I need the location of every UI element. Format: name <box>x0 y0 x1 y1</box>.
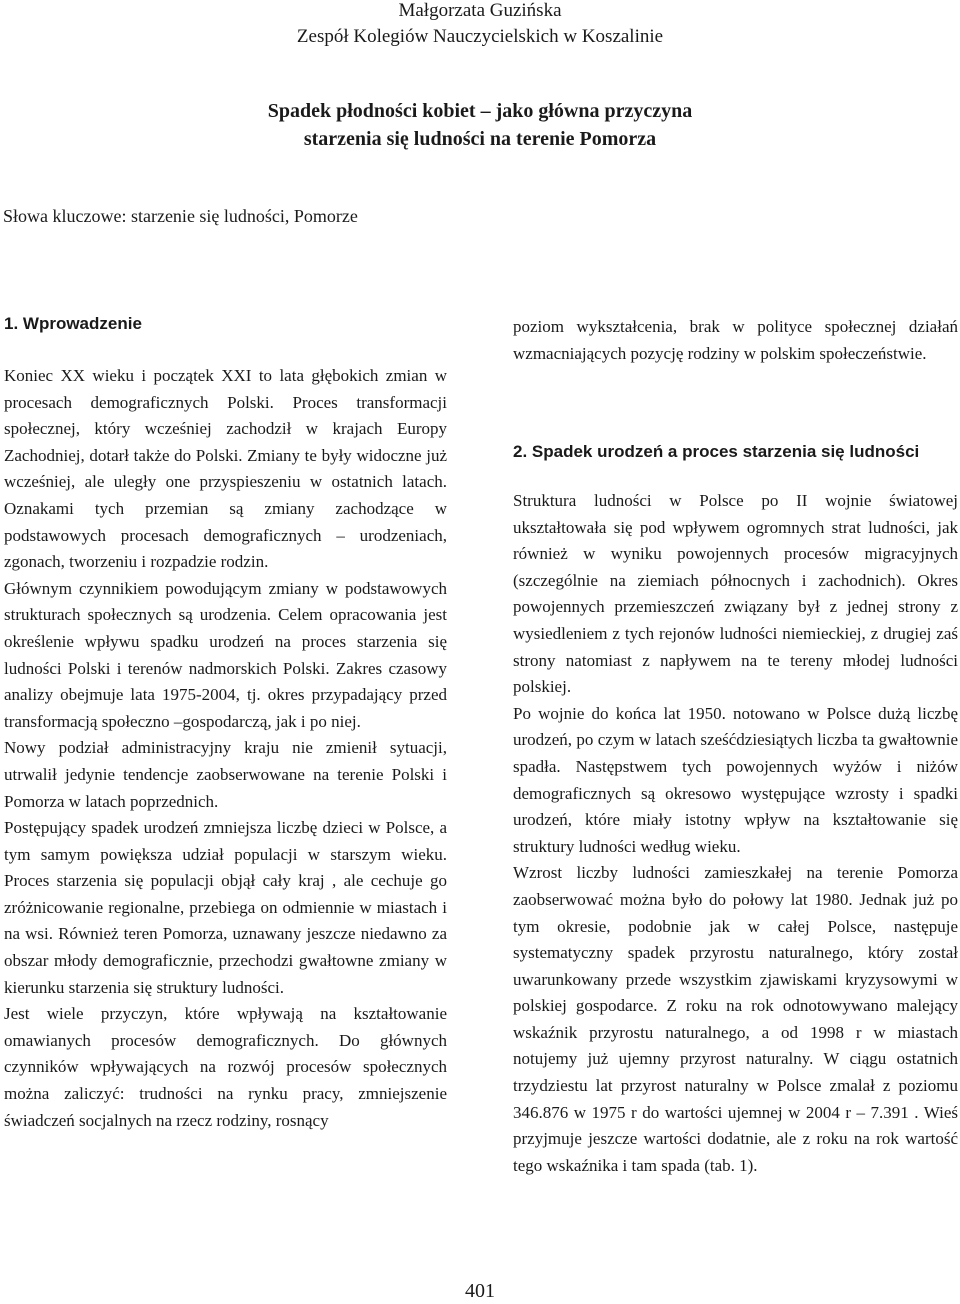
section-2-heading: 2. Spadek urodzeń a proces starzenia się ludności <box>513 442 920 461</box>
section-2-body <box>513 488 958 1179</box>
section-1-paragraph: Postępujący spadek urodzeń zmniejsza liczbę dzieci w Polsce, a tym samym powiększa udział populacji w starszym wieku. Proces starzenia się populacji objął cały kraj , ale cechuje go zróżnicowanie regionalne, przebiega on odmiennie w miastach i na wsi. Również teren Pomorza, uznawany jeszcze niedawno za obszar młody demograficznie, przechodzi gwałtowne zmiany w kierunku starzenia się struktury ludności. <box>4 818 447 997</box>
author-affiliation: Zespół Kolegiów Nauczycielskich w Koszalinie <box>296 26 664 47</box>
section-1-heading: 1. Wprowadzenie <box>4 314 142 333</box>
title-line-2: starzenia się ludności na terenie Pomorza <box>303 128 657 150</box>
title-line-1: Spadek płodności kobiet – jako główna przyczyna <box>267 100 693 122</box>
continuation-paragraph: poziom wykształcenia, brak w polityce społecznej działań wzmacniających pozycję rodziny w polskim społeczeństwie. <box>513 317 958 363</box>
section-1-paragraph: Głównym czynnikiem powodującym zmiany w podstawowych strukturach społecznych są urodzenia. Celem opracowania jest określenie wpływu spadku urodzeń na proces starzenia się ludności Polski i terenów nadmorskich Polski. Zakres czasowy analizy obejmuje lata 1975-2004, tj. okres przypadający przed transformacją społeczno –gospodarczą, jak i po niej. <box>4 578 447 731</box>
keywords: Słowa kluczowe: starzenie się ludności, Pomorze <box>3 206 358 226</box>
right-column-continuation <box>513 314 958 367</box>
page-number: 401 <box>465 1280 495 1302</box>
section-2-paragraph: Po wojnie do końca lat 1950. notowano w Polsce dużą liczbę urodzeń, po czym w latach sześćdziesiątych liczba ta gwałtownie spadła. Następstwem tych powojennych wyżów i niżów demograficznych są okresowo występujące wzrosty i spadki urodzeń, które miały istotny wpływ na kształtowanie się struktury ludności według wieku. <box>513 703 958 856</box>
section-2-paragraph: Wzrost liczby ludności zamieszkałej na terenie Pomorza zaobserwować można było do połowy lat 1980. Jednak już po tym okresie, podobnie jak w całej Polsce, następuje systematyczny spadek przyrostu naturalnego, który został uwarunkowany przede wszystkim zjawiskami kryzysowymi w polskiej gospodarce. Z roku na rok odnotowywano malejący wskaźnik przyrostu naturalnego, a od 1998 r w miastach notujemy już ujemny przyrost naturalny. W ciągu ostatnich trzydziestu lat przyrost naturalny w Polsce zmalał z poziomu 346.876 w 1975 r do wartości ujemnej w 2004 r – 7.391 . Wieś przyjmuje jeszcze wartości dodatnie, ale z roku na rok wartość tego wskaźnika i tam spada (tab. 1). <box>513 863 958 1175</box>
author-name: Małgorzata Guzińska <box>398 0 562 21</box>
paper-title <box>0 97 960 153</box>
section-1-paragraph: Nowy podział administracyjny kraju nie zmienił sytuacji, utrwalił jedynie tendencje zaobserwowane na terenie Polski i Pomorza w latach poprzednich. <box>4 738 447 811</box>
section-2-paragraph: Struktura ludności w Polsce po II wojnie światowej ukształtowała się pod wpływem ogromnych strat ludności, jak również w wyniku powojennych procesów migracyjnych (szczególnie na ziemiach północnych i zachodnich). Okres powojennych przemieszczeń związany był z jednej strony z wysiedleniem z tych rejonów ludności niemieckiej, z drugiej zaś strony natomiast z napływem na te tereny młodej ludności polskiej. <box>513 491 958 697</box>
section-1-paragraph: Koniec XX wieku i początek XXI to lata głębokich zmian w procesach demograficznych Polski. Proces transformacji społecznej, który wcześniej zachodził w krajach Europy Zachodniej, dotarł także do Polski. Zmiany te były widoczne już wcześniej, ale uległy one przyspieszeniu w ostatnich latach. Oznakami tych przemian są zmiany zachodzące w podstawowych procesach demograficznych – urodzeniach, zgonach, tworzeniu i rozpadzie rodzin. <box>4 366 447 572</box>
section-1-paragraph: Jest wiele przyczyn, które wpływają na kształtowanie omawianych procesów demograficznych. Do głównych czynników wpływających na rozwój procesów społecznych można zaliczyć: trudności na rynku pracy, zmniejszenie świadczeń socjalnych na rzecz rodziny, rosnący <box>4 1004 447 1130</box>
left-column <box>4 363 447 1134</box>
